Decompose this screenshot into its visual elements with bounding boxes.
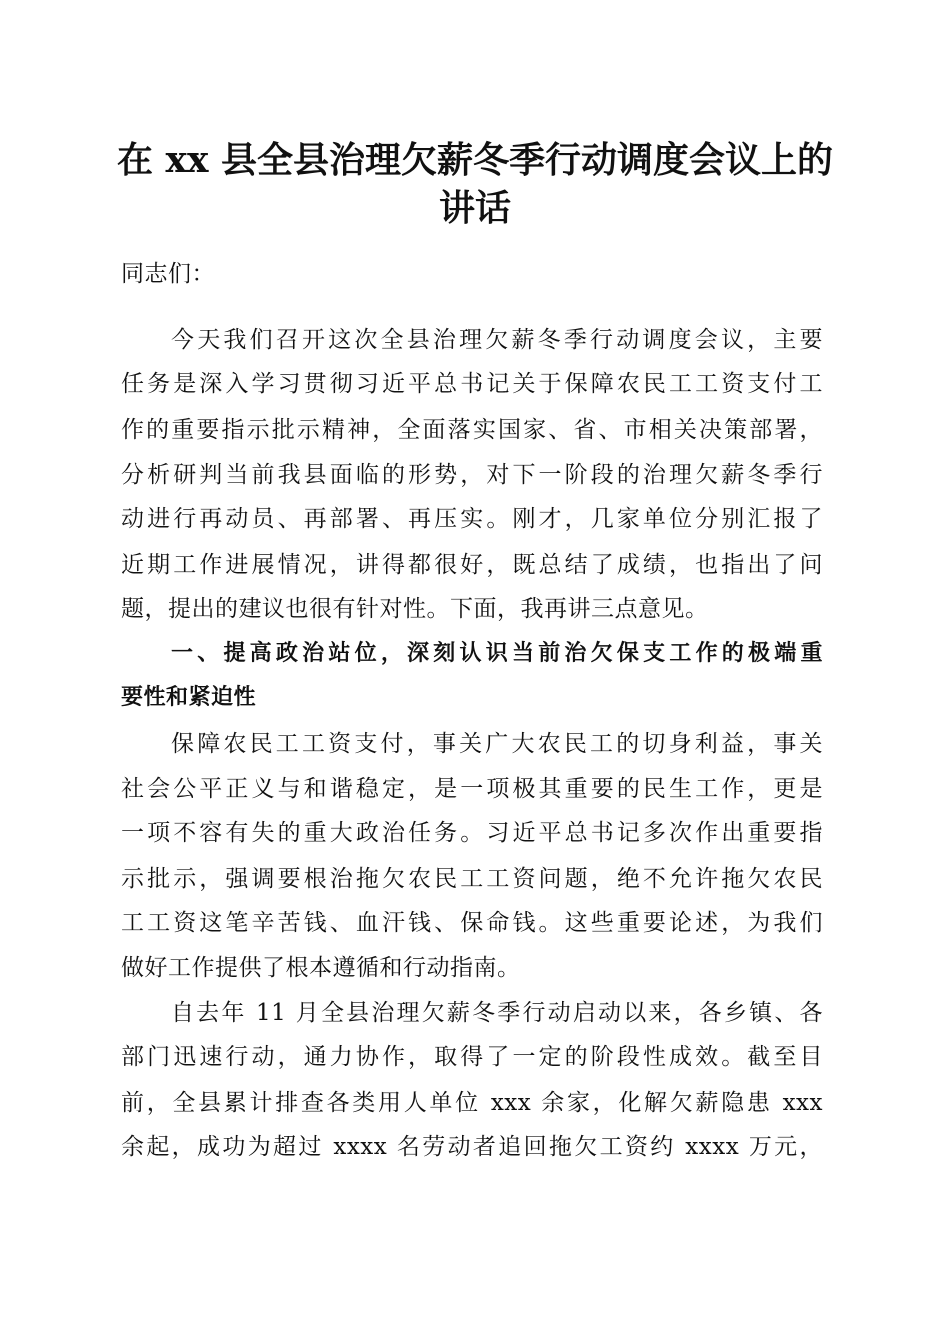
paragraph-2-line-2: 社会公平正义与和谐稳定，是一项极其重要的民生工作，更是 (121, 776, 823, 802)
salutation: 同志们： (121, 261, 215, 287)
paragraph-3-line-1: 自去年 11 月全县治理欠薪冬季行动启动以来，各乡镇、各 (171, 1000, 823, 1026)
paragraph-2-line-3: 一项不容有失的重大政治任务。习近平总书记多次作出重要指 (121, 820, 823, 846)
section-heading-line-2: 要性和紧迫性 (121, 685, 257, 710)
paragraph-1-line-1: 今天我们召开这次全县治理欠薪冬季行动调度会议，主要 (171, 327, 823, 353)
paragraph-2-line-1: 保障农民工工资支付，事关广大农民工的切身利益，事关 (171, 731, 823, 757)
paragraph-1-line-2: 任务是深入学习贯彻习近平总书记关于保障农民工工资支付工 (121, 371, 823, 397)
paragraph-3-line-2: 部门迅速行动，通力协作，取得了一定的阶段性成效。截至目 (121, 1044, 823, 1070)
document-title-line-2: 讲话 (438, 187, 511, 229)
section-heading-line-1: 一、提高政治站位，深刻认识当前治欠保支工作的极端重 (171, 641, 823, 666)
paragraph-1-line-4: 分析研判当前我县面临的形势，对下一阶段的治理欠薪冬季行 (121, 462, 823, 488)
paragraph-2-line-5: 工工资这笔辛苦钱、血汗钱、保命钱。这些重要论述，为我们 (121, 910, 823, 936)
paragraph-3-line-3: 前，全县累计排查各类用人单位 xxx 余家，化解欠薪隐患 xxx (121, 1090, 823, 1116)
paragraph-3-line-4: 余起，成功为超过 xxxx 名劳动者追回拖欠工资约 xxxx 万元， (121, 1134, 823, 1160)
paragraph-1-line-3: 作的重要指示批示精神，全面落实国家、省、市相关决策部署， (121, 417, 823, 443)
paragraph-1-line-7: 题，提出的建议也很有针对性。下面，我再讲三点意见。 (121, 596, 709, 622)
document-title-line-1: 在 xx 县全县治理欠薪冬季行动调度会议上的 (117, 139, 833, 181)
paragraph-1-line-6: 近期工作进展情况，讲得都很好，既总结了成绩，也指出了问 (121, 552, 823, 578)
paragraph-2-line-4: 示批示，强调要根治拖欠农民工工资问题，绝不允许拖欠农民 (121, 866, 823, 892)
paragraph-2-line-6: 做好工作提供了根本遵循和行动指南。 (121, 955, 521, 981)
paragraph-1-line-5: 动进行再动员、再部署、再压实。刚才，几家单位分别汇报了 (121, 506, 823, 532)
